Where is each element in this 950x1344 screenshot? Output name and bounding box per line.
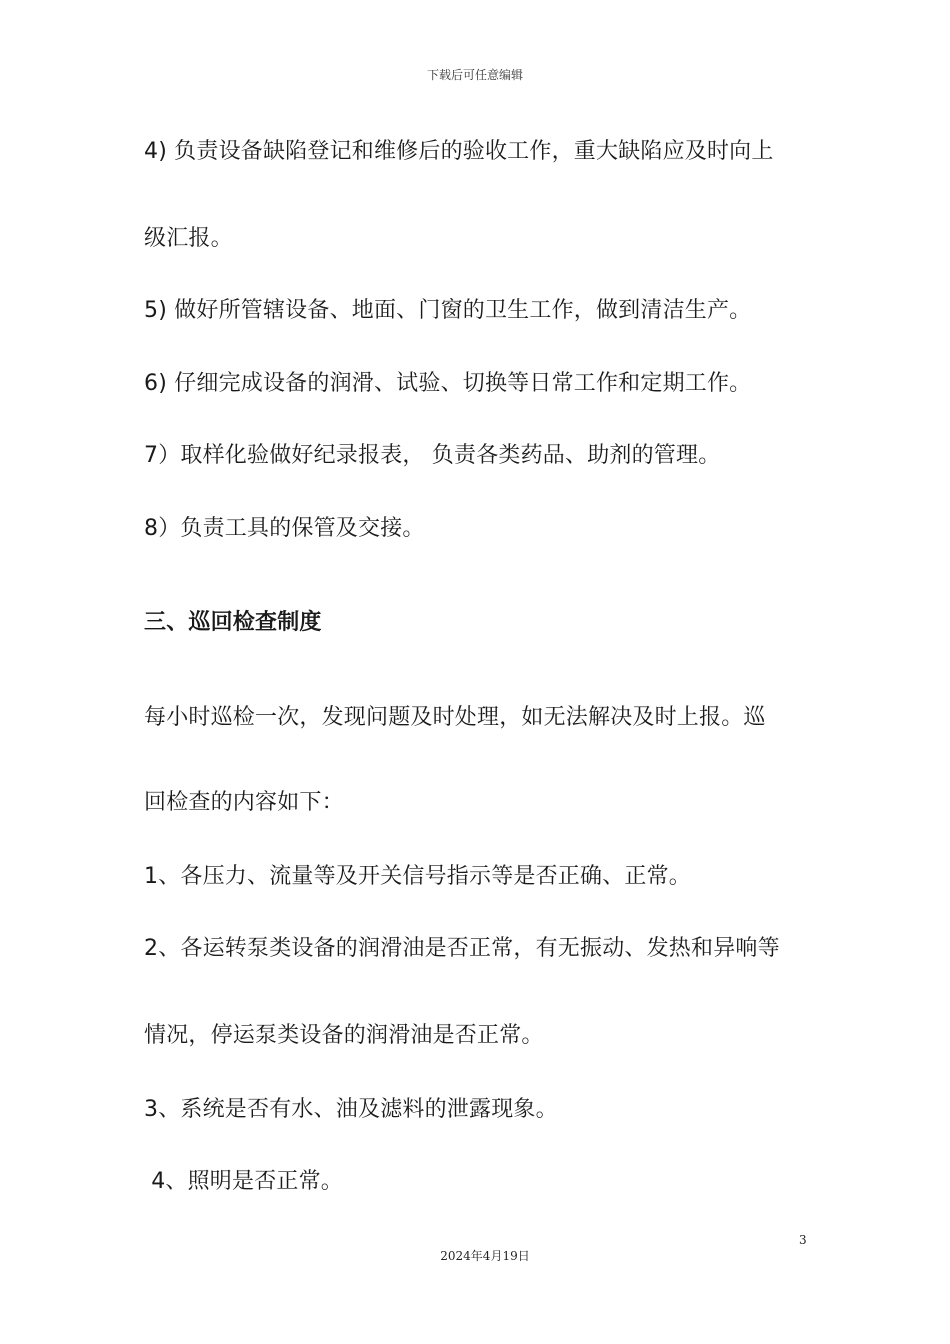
duty-item-7: 7）取样化验做好纪录报表， 负责各类药品、助剂的管理。 — [144, 443, 721, 468]
section-heading: 三、巡回检查制度 — [144, 610, 322, 635]
inspection-item-4: 4、照明是否正常。 — [144, 1169, 343, 1194]
duty-item-8: 8）负责工具的保管及交接。 — [144, 516, 425, 541]
duty-item-4-line-1: 4) 负责设备缺陷登记和维修后的验收工作，重大缺陷应及时向上 — [144, 139, 774, 164]
inspection-item-3: 3、系统是否有水、油及滤料的泄露现象。 — [144, 1097, 558, 1122]
inspection-intro-line-2: 回检查的内容如下： — [144, 790, 344, 815]
duty-item-6: 6) 仔细完成设备的润滑、试验、切换等日常工作和定期工作。 — [144, 371, 752, 396]
page-footer-date: 2024年4月19日 — [440, 1249, 530, 1263]
page-header: 下载后可任意编辑 — [426, 68, 523, 82]
duty-item-4-line-2: 级汇报。 — [144, 226, 233, 251]
duty-item-5: 5) 做好所管辖设备、地面、门窗的卫生工作，做到清洁生产。 — [144, 298, 752, 323]
inspection-item-2-line-2: 情况，停运泵类设备的润滑油是否正常。 — [144, 1023, 544, 1048]
inspection-item-1: 1、各压力、流量等及开关信号指示等是否正确、正常。 — [144, 864, 691, 889]
inspection-intro-line-1: 每小时巡检一次，发现问题及时处理，如无法解决及时上报。巡 — [144, 705, 766, 730]
inspection-item-2-line-1: 2、各运转泵类设备的润滑油是否正常，有无振动、发热和异响等 — [144, 936, 780, 961]
page-number: 3 — [799, 1233, 807, 1247]
